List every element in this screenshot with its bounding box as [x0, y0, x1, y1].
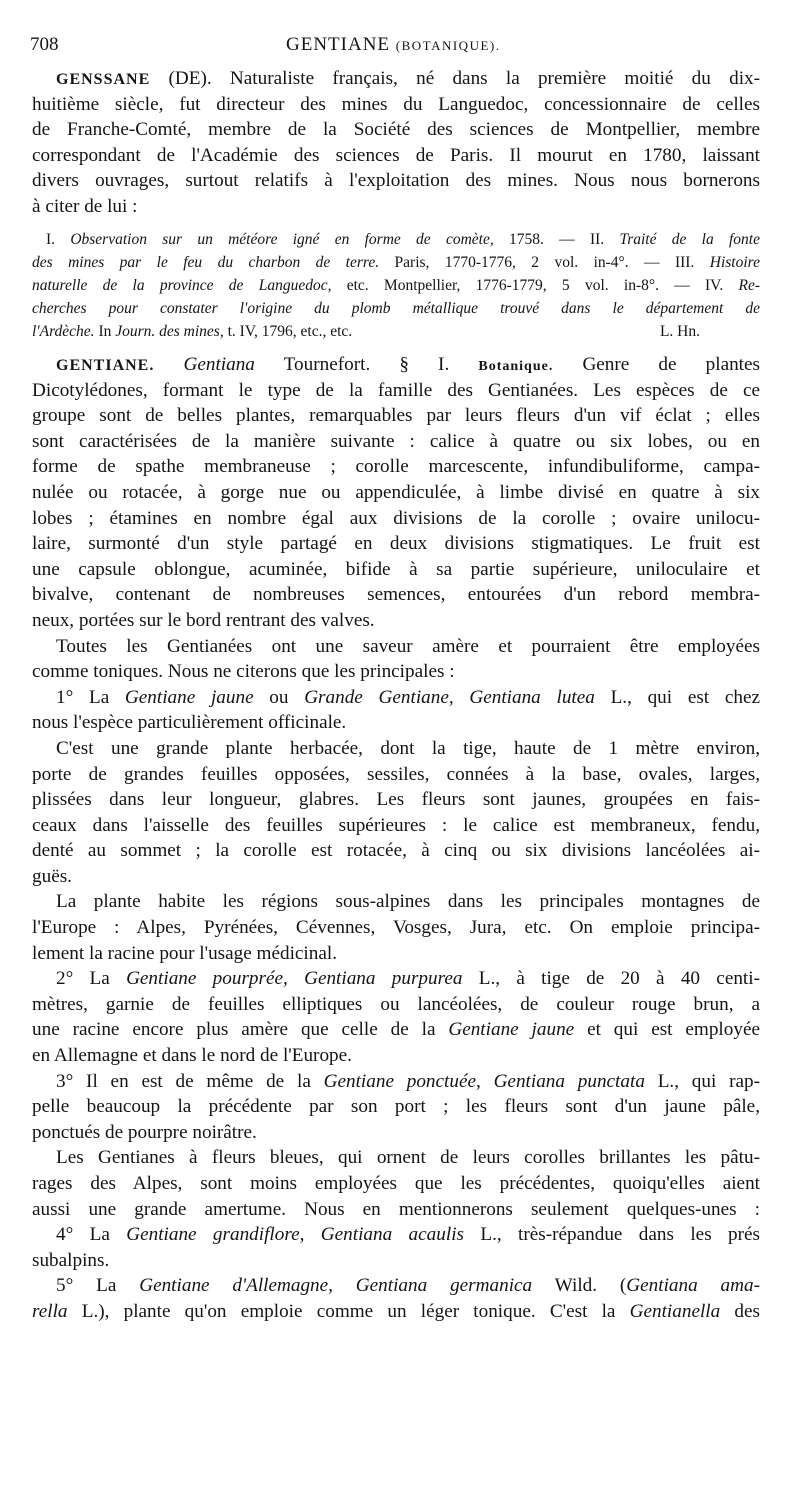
- text-line: huitième siècle, fut directeur des mines du Languedoc, concessionnaire de celles: [32, 93, 760, 115]
- text-line: pelle beaucoup la précédente par son port ; les fleurs sont d'un jaune pâle,: [32, 1096, 760, 1118]
- text-line: Toutes les Gentianées ont une saveur amère et pourraient être employées: [56, 635, 760, 657]
- text-line: 1° La Gentiane jaune ou Grande Gentiane, Gentiana lutea L., qui est chez: [56, 686, 760, 708]
- bib-line: cherches pour constater l'origine du plomb métallique trouvé dans le département de: [32, 300, 760, 317]
- text-line: denté au sommet ; la corolle est rotacée, à cinq ou six divisions lancéolées ai-: [32, 840, 760, 862]
- text-line: sont caractérisées de la manière suivante : calice à quatre ou six lobes, ou en: [32, 430, 760, 452]
- text-line: subalpins.: [32, 1249, 110, 1271]
- bib-line: I. Observation sur un météore igné en forme de comète, 1758. — II. Traité de la fonte: [46, 231, 760, 248]
- text-line: 3° Il en est de même de la Gentiane ponctuée, Gentiana punctata L., qui rap-: [56, 1070, 760, 1092]
- text-line: Les Gentianes à fleurs bleues, qui ornent de leurs corolles brillantes les pâtu-: [56, 1147, 760, 1169]
- text-line: 5° La Gentiane d'Allemagne, Gentiana germanica Wild. (Gentiana ama-: [56, 1275, 760, 1297]
- text-line: ponctués de pourpre noirâtre.: [32, 1121, 257, 1143]
- article-genssane: [32, 66, 760, 220]
- bibliography: [32, 228, 760, 343]
- text-line: rages des Alpes, sont moins employées que les précédentes, quoiqu'elles aient: [32, 1173, 760, 1194]
- text-line: de Franche-Comté, membre de la Société des sciences de Montpellier, membre: [32, 119, 760, 141]
- text-line: nous l'espèce particulièrement officinale.: [32, 712, 347, 734]
- running-subtitle: (BOTANIQUE).: [395, 38, 501, 53]
- bib-line: l'Ardèche. In Journ. des mines, t. IV, 1796, etc., etc. L. Hn.: [32, 320, 760, 343]
- text-line: aussi une grande amertume. Nous en mentionnerons seulement quelques-unes :: [32, 1198, 760, 1220]
- text-line: lobes ; étamines en nombre égal aux divisions de la corolle ; ovaire unilocu-: [32, 507, 760, 529]
- article-gentiane: [32, 352, 760, 1325]
- text-line: correspondant de l'Académie des sciences de Paris. Il mourut en 1780, laissant: [32, 144, 760, 166]
- text-line: nulée ou rotacée, à gorge nue ou appendiculée, à limbe divisé en quatre à six: [32, 481, 760, 503]
- bib-line: des mines par le feu du charbon de terre. Paris, 1770-1776, 2 vol. in-4°. — III. Histoire: [32, 254, 760, 271]
- text-line: en Allemagne et dans le nord de l'Europe.: [32, 1045, 352, 1067]
- text-line: groupe sont de belles plantes, remarquables par leurs fleurs d'un vif éclat ; elles: [32, 405, 760, 427]
- text-line: laire, surmonté d'un style partagé en deux divisions stigmatiques. Le fruit est: [32, 533, 760, 555]
- text-line: l'Europe : Alpes, Pyrénées, Cévennes, Vosges, Jura, etc. On emploie principa-: [32, 917, 760, 939]
- headword: GENSSANE: [56, 71, 151, 88]
- text-line: GENSSANE (DE). Naturaliste français, né dans la première moitié du dix-: [56, 68, 760, 89]
- text-line: comme toniques. Nous ne citerons que les principales :: [32, 661, 455, 683]
- text-line: guës.: [32, 865, 72, 887]
- text-line: une capsule oblongue, acuminée, bifide à sa partie supérieure, uniloculaire et: [32, 558, 760, 580]
- text-line: rella L.), plante qu'on emploie comme un léger tonique. C'est la Gentianella des: [32, 1300, 760, 1322]
- text-line: neux, portées sur le bord rentrant des valves.: [32, 609, 375, 631]
- text-line: C'est une grande plante herbacée, dont la tige, haute de 1 mètre environ,: [56, 737, 760, 759]
- section-title: Botanique.: [478, 359, 554, 374]
- text-line: à citer de lui :: [32, 195, 138, 217]
- text-line: lement la racine pour l'usage médicinal.: [32, 942, 338, 964]
- text-line: bivalve, contenant de nombreuses semences, entourées d'un rebord membra-: [32, 584, 760, 606]
- text-line: une racine encore plus amère que celle de la Gentiane jaune et qui est employée: [32, 1019, 760, 1041]
- page-header: [30, 34, 770, 58]
- text-line: mètres, garnie de feuilles elliptiques ou lancéolées, de couleur rouge brun, a: [32, 993, 760, 1015]
- page-number: 708: [30, 34, 59, 55]
- text-line: GENTIANE. Gentiana Tournefort. § I. Botanique. Genre de plantes: [56, 354, 760, 375]
- text-line: forme de spathe membraneuse ; corolle marcescente, infundibuliforme, campa-: [32, 456, 760, 478]
- text-line: divers ouvrages, surtout relatifs à l'exploitation des mines. Nous nous bornerons: [32, 170, 760, 192]
- text-line: 4° La Gentiane grandiflore, Gentiana acaulis L., très-répandue dans les prés: [56, 1224, 760, 1246]
- text-line: 2° La Gentiane pourprée, Gentiana purpurea L., à tige de 20 à 40 centi-: [56, 968, 760, 990]
- signature: L. Hn.: [659, 323, 700, 340]
- text-line: La plante habite les régions sous-alpines dans les principales montagnes de: [56, 891, 760, 913]
- text-line: porte de grandes feuilles opposées, sessiles, connées à la base, ovales, larges,: [32, 763, 760, 785]
- text-line: ceaux dans l'aisselle des feuilles supérieures : le calice est membraneux, fendu,: [32, 814, 760, 836]
- bib-line: naturelle de la province de Languedoc, etc. Montpellier, 1776-1779, 5 vol. in-8°. — IV. Re-: [32, 277, 760, 294]
- text-line: Dicotylédones, formant le type de la famille des Gentianées. Les espèces de ce: [32, 379, 760, 401]
- text-line: plissées dans leur longueur, glabres. Les fleurs sont jaunes, groupées en fais-: [32, 789, 760, 811]
- running-title: GENTIANE (BOTANIQUE).: [286, 34, 501, 55]
- headword: GENTIANE.: [56, 357, 155, 374]
